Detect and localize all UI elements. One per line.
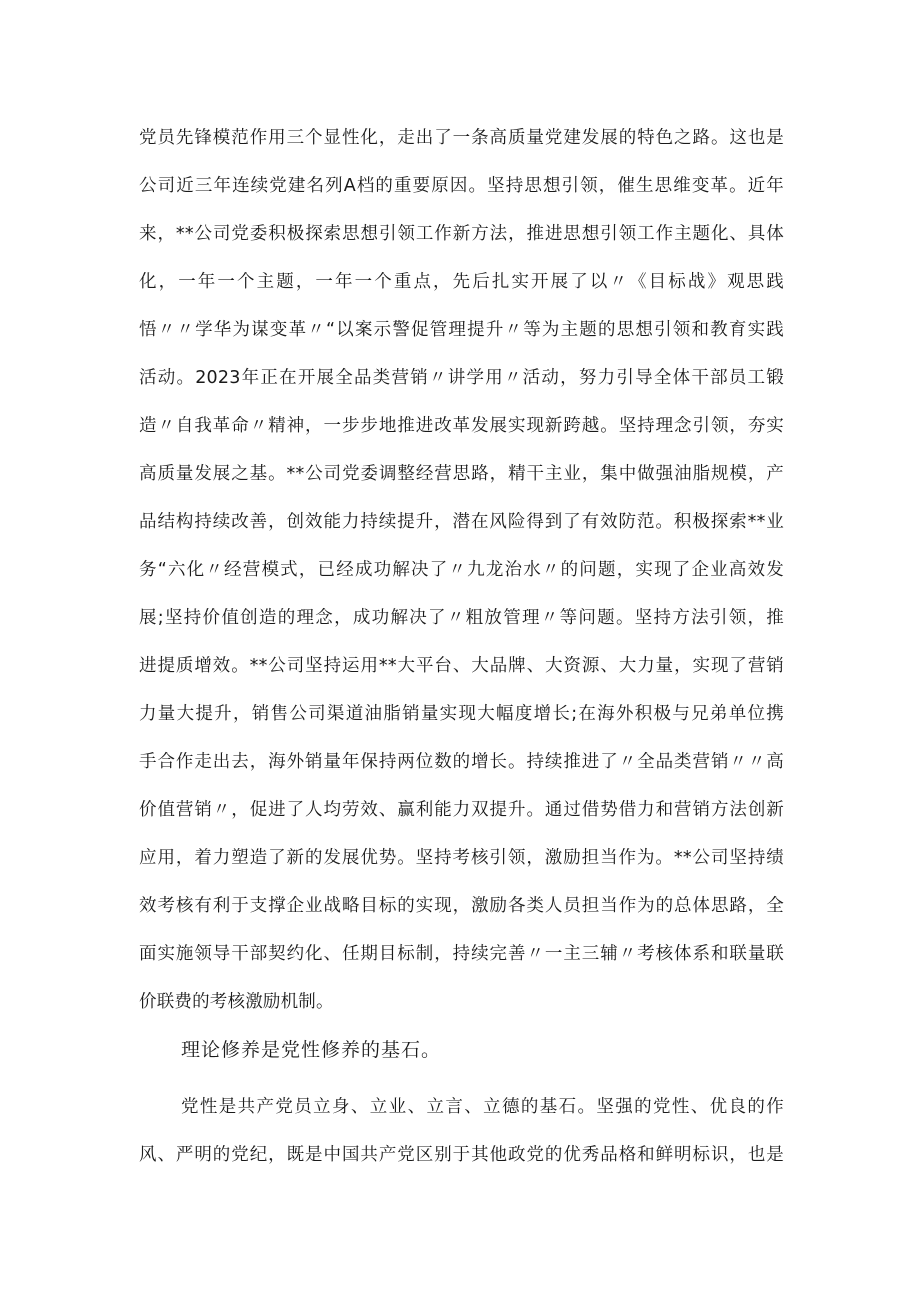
paragraph-1-line: 面实施领导干部契约化、任期目标制，持续完善〃一主三辅〃考核体系和联量联 bbox=[139, 944, 784, 964]
paragraph-1-line: 来，**公司党委积极探索思想引领工作新方法，推进思想引领工作主题化、具体 bbox=[139, 224, 784, 244]
section-heading: 理论修养是党性修养的基石。 bbox=[181, 1039, 442, 1061]
paragraph-1-line: 价联费的考核激励机制。 bbox=[139, 992, 334, 1012]
paragraph-1-line: 高质量发展之基。**公司党委调整经营思路，精干主业，集中做强油脂规模，产 bbox=[139, 464, 784, 484]
paragraph-1-line: 品结构持续改善，创效能力持续提升，潜在风险得到了有效防范。积极探索**业 bbox=[139, 512, 784, 532]
paragraph-1-line: 手合作走出去，海外销量年保持两位数的增长。持续推进了〃全品类营销〃〃高 bbox=[139, 752, 784, 772]
paragraph-1-line: 展;坚持价值创造的理念，成功解决了〃粗放管理〃等问题。坚持方法引领，推 bbox=[139, 608, 784, 628]
paragraph-2-line: 党性是共产党员立身、立业、立言、立德的基石。坚强的党性、优良的作 bbox=[181, 1097, 784, 1117]
paragraph-1-line: 化，一年一个主题，一年一个重点，先后扎实开展了以〃《目标战》观思践 bbox=[139, 272, 784, 292]
paragraph-1-line: 力量大提升，销售公司渠道油脂销量实现大幅度增长;在海外积极与兄弟单位携 bbox=[139, 704, 784, 724]
paragraph-2 bbox=[139, 1083, 784, 1179]
paragraph-1 bbox=[139, 114, 784, 1026]
paragraph-1-line: 造〃自我革命〃精神，一步步地推进改革发展实现新跨越。坚持理念引领，夯实 bbox=[139, 416, 784, 436]
paragraph-1-line: 党员先锋模范作用三个显性化，走出了一条高质量党建发展的特色之路。这也是 bbox=[139, 128, 784, 148]
paragraph-1-line: 价值营销〃，促进了人均劳效、赢利能力双提升。通过借势借力和营销方法创新 bbox=[139, 800, 784, 820]
paragraph-1-line: 公司近三年连续党建名列A档的重要原因。坚持思想引领，催生思维变革。近年 bbox=[139, 176, 784, 196]
paragraph-1-line: 进提质增效。**公司坚持运用**大平台、大品牌、大资源、大力量，实现了营销 bbox=[139, 656, 784, 676]
paragraph-2-line: 风、严明的党纪，既是中国共产党区别于其他政党的优秀品格和鲜明标识，也是 bbox=[139, 1145, 784, 1165]
paragraph-1-line: 务“六化〃经营模式，已经成功解决了〃九龙治水〃的问题，实现了企业高效发 bbox=[139, 560, 784, 580]
paragraph-1-line: 悟〃〃学华为谋变革〃“以案示警促管理提升〃等为主题的思想引领和教育实践 bbox=[139, 320, 784, 340]
paragraph-1-line: 效考核有利于支撑企业战略目标的实现，激励各类人员担当作为的总体思路，全 bbox=[139, 896, 784, 916]
paragraph-1-line: 应用，着力塑造了新的发展优势。坚持考核引领，激励担当作为。**公司坚持绩 bbox=[139, 848, 784, 868]
paragraph-1-line: 活动。2023年正在开展全品类营销〃讲学用〃活动，努力引导全体干部员工锻 bbox=[139, 368, 784, 388]
